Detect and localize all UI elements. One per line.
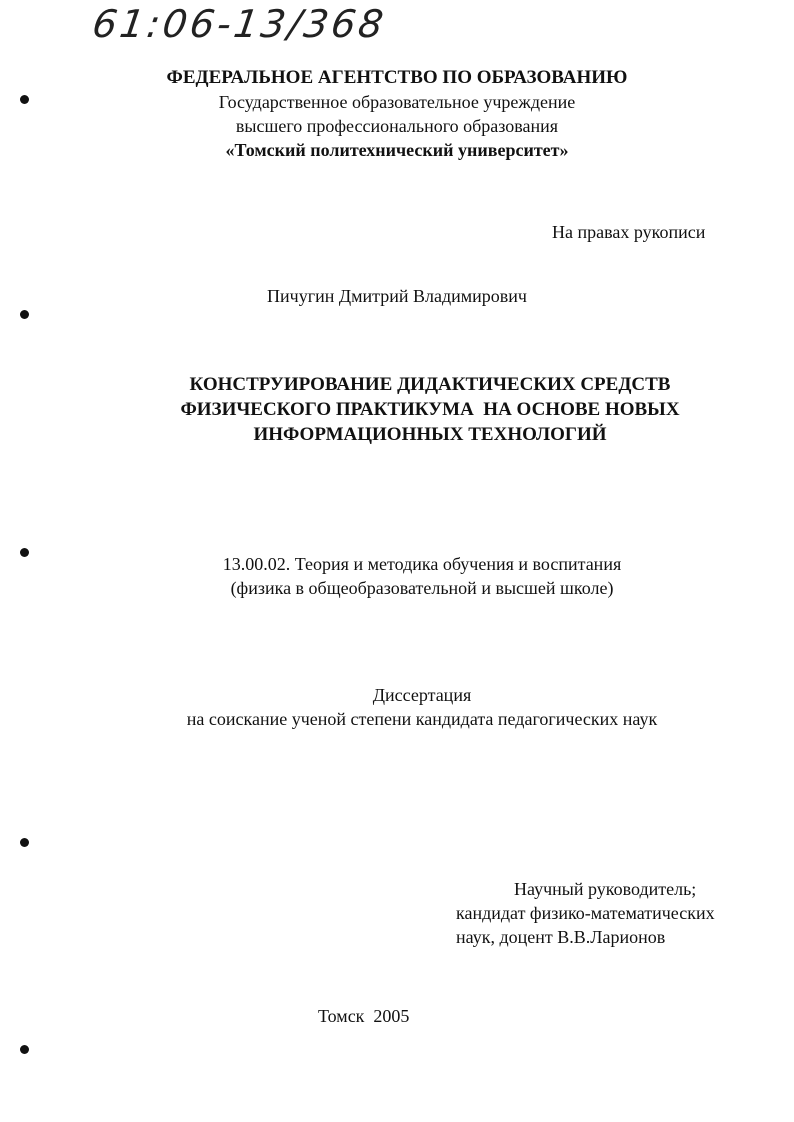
specialty-detail: (физика в общеобразовательной и высшей школе) bbox=[230, 578, 614, 598]
education-level: высшего профессионального образования bbox=[235, 116, 559, 136]
agency-name: ФЕДЕРАЛЬНОЕ АГЕНТСТВО ПО ОБРАЗОВАНИЮ bbox=[166, 67, 628, 88]
dissertation-block bbox=[0, 683, 794, 731]
supervisor-block bbox=[456, 877, 715, 949]
author-name: Пичугин Дмитрий Владимирович bbox=[267, 286, 527, 306]
dissertation-label: Диссертация bbox=[372, 685, 472, 705]
title-line: КОНСТРУИРОВАНИЕ ДИДАКТИЧЕСКИХ СРЕДСТВ bbox=[189, 374, 671, 395]
supervisor-label: Научный руководитель; bbox=[514, 879, 697, 899]
specialty-code: 13.00.02. Теория и методика обучения и воспитания bbox=[222, 554, 622, 574]
rights-note: На правах рукописи bbox=[552, 222, 706, 242]
binding-hole-dot bbox=[20, 1045, 29, 1054]
university-name: «Томский политехнический университет» bbox=[225, 140, 569, 160]
supervisor-name: наук, доцент В.В.Ларионов bbox=[456, 927, 666, 947]
title-line: ИНФОРМАЦИОННЫХ ТЕХНОЛОГИЙ bbox=[253, 424, 607, 445]
degree-sought: на соискание ученой степени кандидата педагогических наук bbox=[186, 709, 658, 729]
supervisor-degree: кандидат физико-математических bbox=[456, 903, 715, 923]
institution-type: Государственное образовательное учреждение bbox=[218, 92, 576, 112]
specialty-block bbox=[0, 552, 794, 600]
binding-hole-dot bbox=[20, 310, 29, 319]
institution-header bbox=[0, 66, 794, 162]
title-line: ФИЗИЧЕСКОГО ПРАКТИКУМА НА ОСНОВЕ НОВЫХ bbox=[180, 399, 680, 420]
dissertation-title bbox=[140, 372, 720, 447]
binding-hole-dot bbox=[20, 838, 29, 847]
handwritten-catalog-code: 61:06-13/368 bbox=[89, 2, 389, 46]
city-year: Томск 2005 bbox=[318, 1006, 410, 1026]
